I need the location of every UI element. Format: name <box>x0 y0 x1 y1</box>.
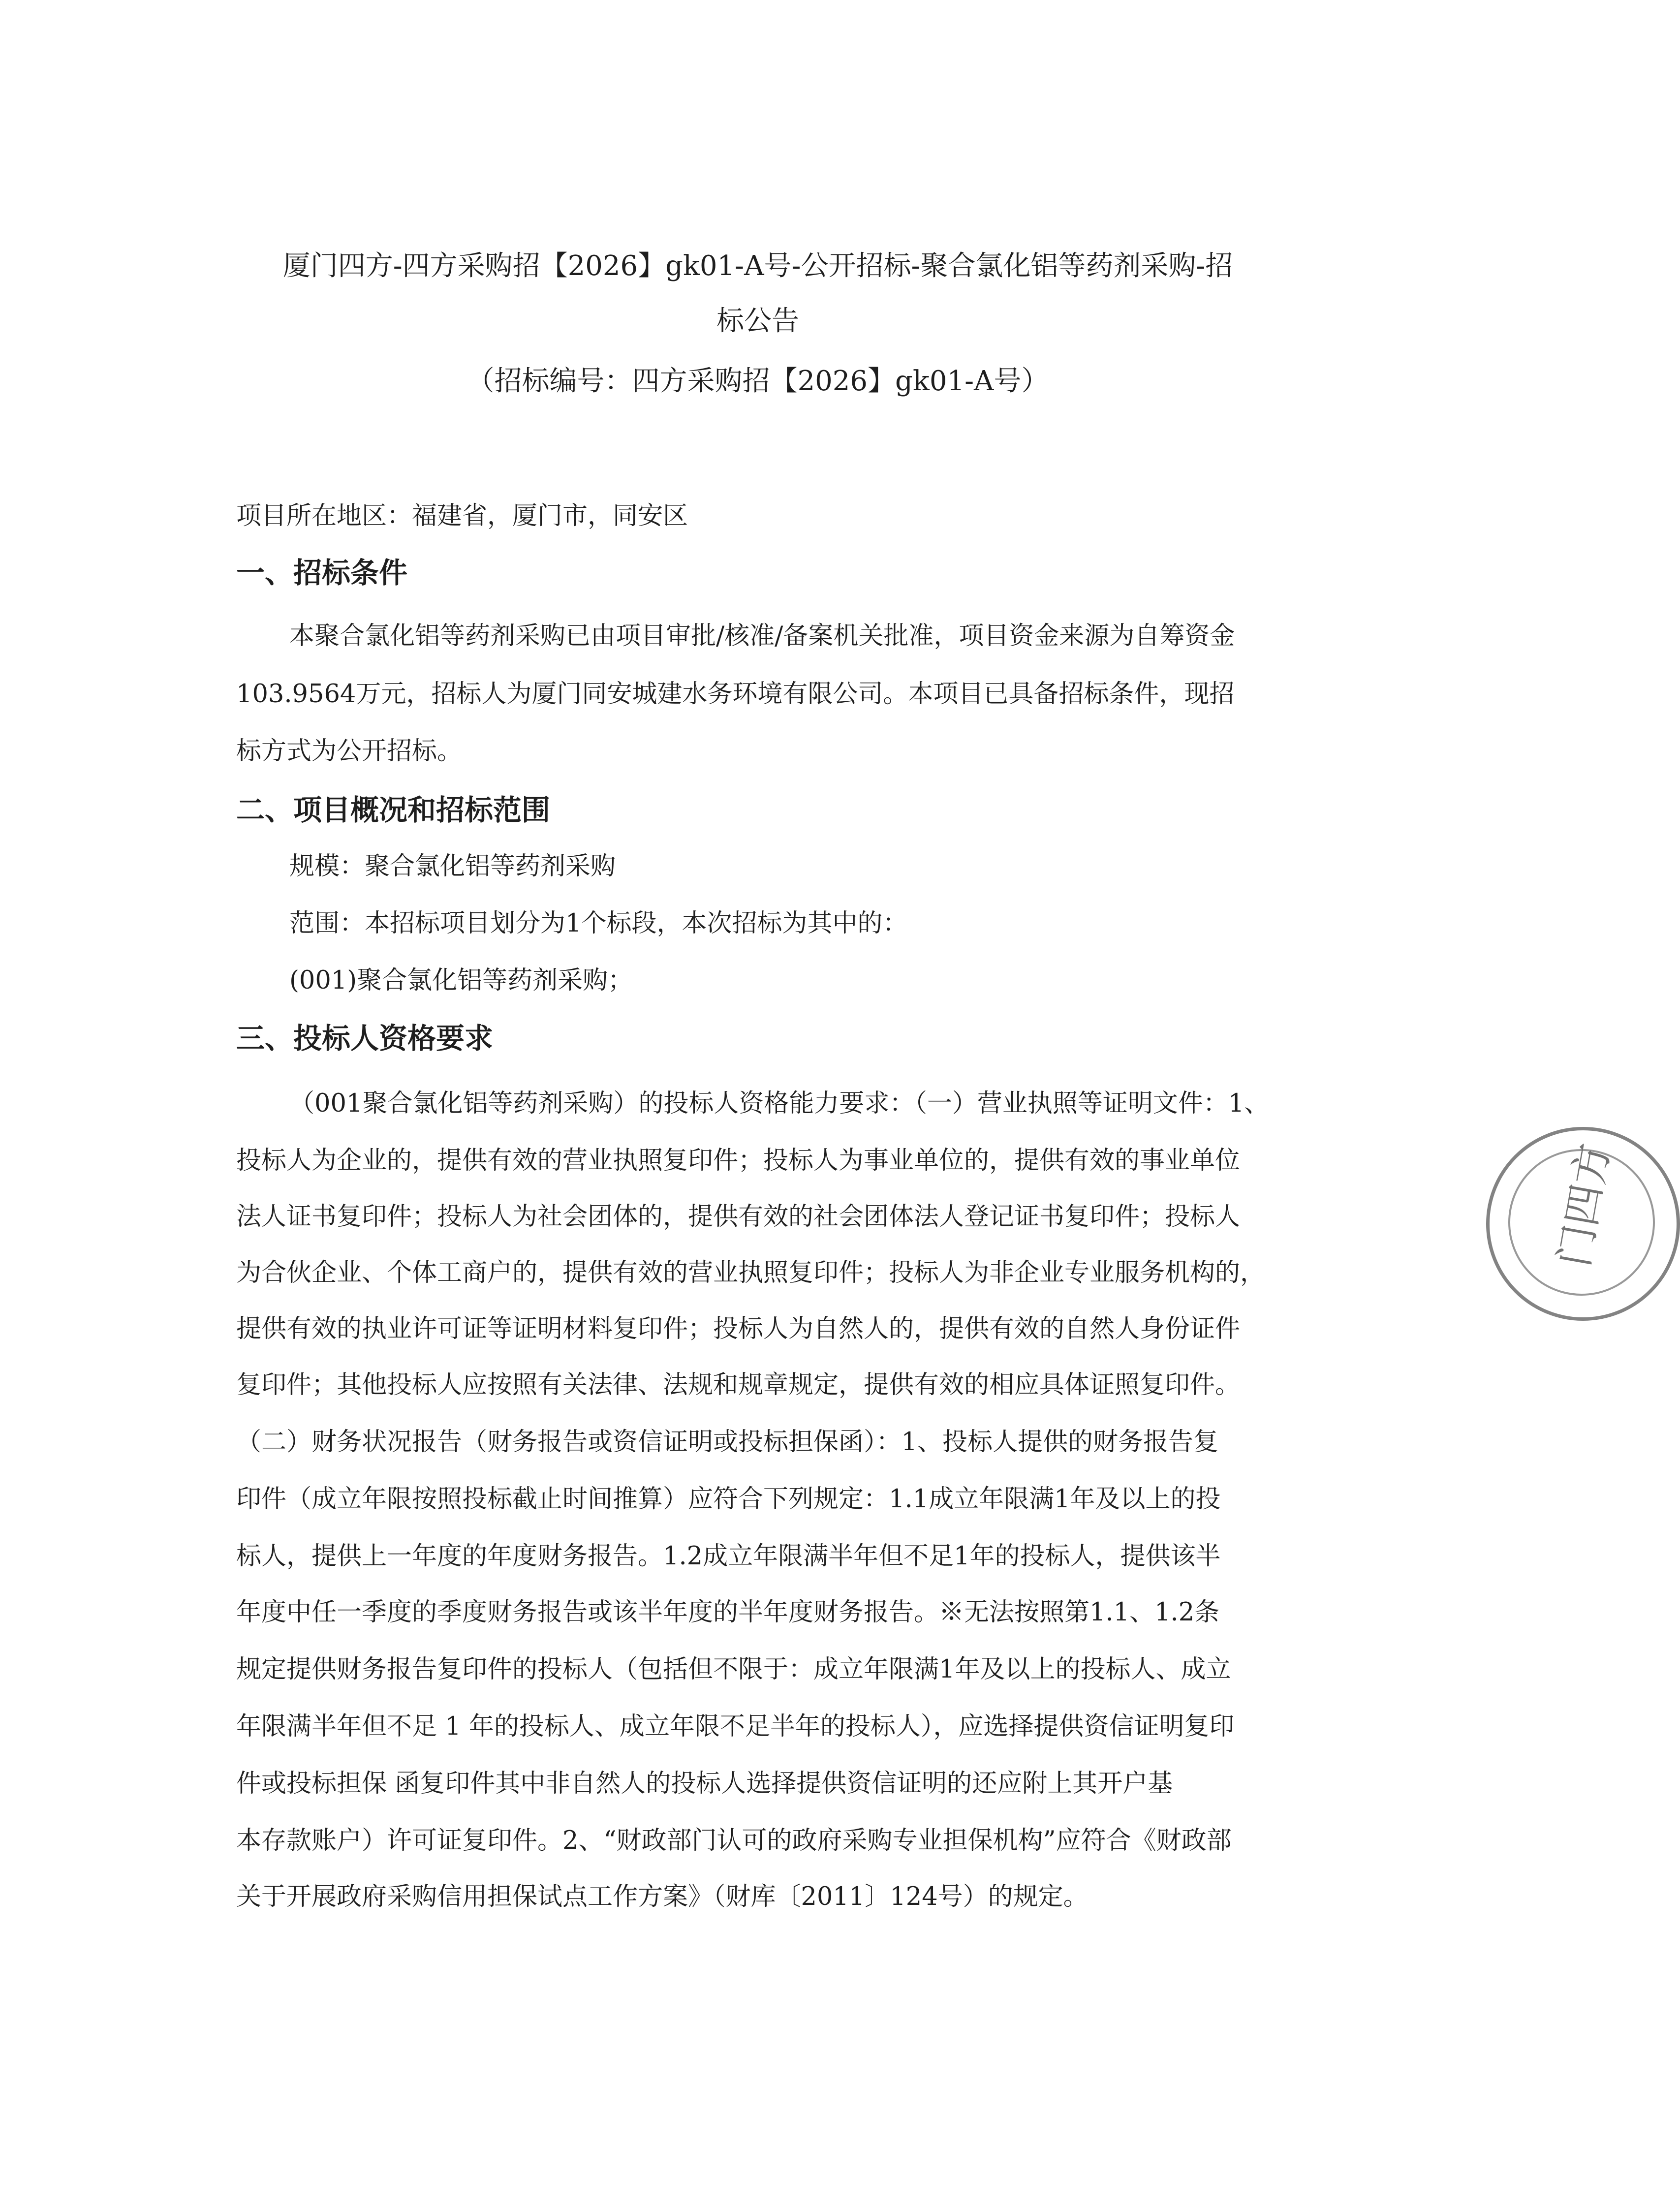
paragraph-line: 件或投标担保 函复印件其中非自然人的投标人选择提供资信证明的还应附上其开户基 <box>236 1769 1173 1798</box>
seal-text: 门四方 <box>1550 1140 1619 1271</box>
section-heading-1: 一、招标条件 <box>236 556 408 590</box>
paragraph-line: 为合伙企业、个体工商户的，提供有效的营业执照复印件；投标人为非企业专业服务机构的， <box>236 1258 1266 1287</box>
document-title-line-1: 厦门四方-四方采购招【2026】gk01-A号-公开招标-聚合氯化铝等药剂采购-招 <box>282 250 1233 282</box>
section-heading-2: 二、项目概况和招标范围 <box>236 793 551 827</box>
paragraph-line: 印件（成立年限按照投标截止时间推算）应符合下列规定：1.1成立年限满1年及以上的投 <box>236 1485 1221 1514</box>
project-location: 项目所在地区：福建省，厦门市，同安区 <box>236 501 688 530</box>
paragraph-line: 年限满半年但不足 1 年的投标人、成立年限不足半年的投标人），应选择提供资信证明复印 <box>236 1712 1235 1741</box>
paragraph-line: 年度中任一季度的季度财务报告或该半年度的半年度财务报告。※无法按照第1.1、1.2条 <box>236 1598 1220 1627</box>
document-title-line-2: 标公告 <box>716 305 799 337</box>
lot-line: (001)聚合氯化铝等药剂采购； <box>289 966 633 995</box>
paragraph-line: 法人证书复印件；投标人为社会团体的，提供有效的社会团体法人登记证书复印件；投标人 <box>236 1202 1241 1231</box>
paragraph-line: 规定提供财务报告复印件的投标人（包括但不限于：成立年限满1年及以上的投标人、成立 <box>236 1655 1231 1684</box>
tender-number: （招标编号：四方采购招【2026】gk01-A号） <box>467 365 1049 397</box>
official-seal <box>1486 1127 1680 1321</box>
paragraph-line: 提供有效的执业许可证等证明材料复印件；投标人为自然人的，提供有效的自然人身份证件 <box>236 1314 1241 1343</box>
section-heading-3: 三、投标人资格要求 <box>236 1022 494 1055</box>
paragraph-line: 关于开展政府采购信用担保试点工作方案》（财库〔2011〕124号）的规定。 <box>236 1882 1089 1911</box>
paragraph-line: （001聚合氯化铝等药剂采购）的投标人资格能力要求：（一）营业执照等证明文件：1、 <box>289 1089 1270 1118</box>
paragraph-line: 标方式为公开招标。 <box>236 737 463 766</box>
paragraph-line: 本聚合氯化铝等药剂采购已由项目审批/核准/备案机关批准，项目资金来源为自筹资金 <box>289 622 1235 651</box>
paragraph-line: （二）财务状况报告（财务报告或资信证明或投标担保函）：1、投标人提供的财务报告复 <box>236 1428 1218 1457</box>
paragraph-line: 投标人为企业的，提供有效的营业执照复印件；投标人为事业单位的，提供有效的事业单位 <box>236 1146 1241 1175</box>
paragraph-line: 复印件；其他投标人应按照有关法律、法规和规章规定，提供有效的相应具体证照复印件。 <box>236 1370 1241 1400</box>
paragraph-line: 103.9564万元，招标人为厦门同安城建水务环境有限公司。本项目已具备招标条件，现招 <box>236 680 1235 709</box>
scale-line: 规模：聚合氯化铝等药剂采购 <box>289 852 616 881</box>
scope-line: 范围：本招标项目划分为1个标段，本次招标为其中的： <box>289 909 908 938</box>
paragraph-line: 本存款账户）许可证复印件。2、“财政部门认可的政府采购专业担保机构”应符合《财政部 <box>236 1826 1232 1855</box>
paragraph-line: 标人，提供上一年度的年度财务报告。1.2成立年限满半年但不足1年的投标人，提供该半 <box>236 1542 1221 1571</box>
